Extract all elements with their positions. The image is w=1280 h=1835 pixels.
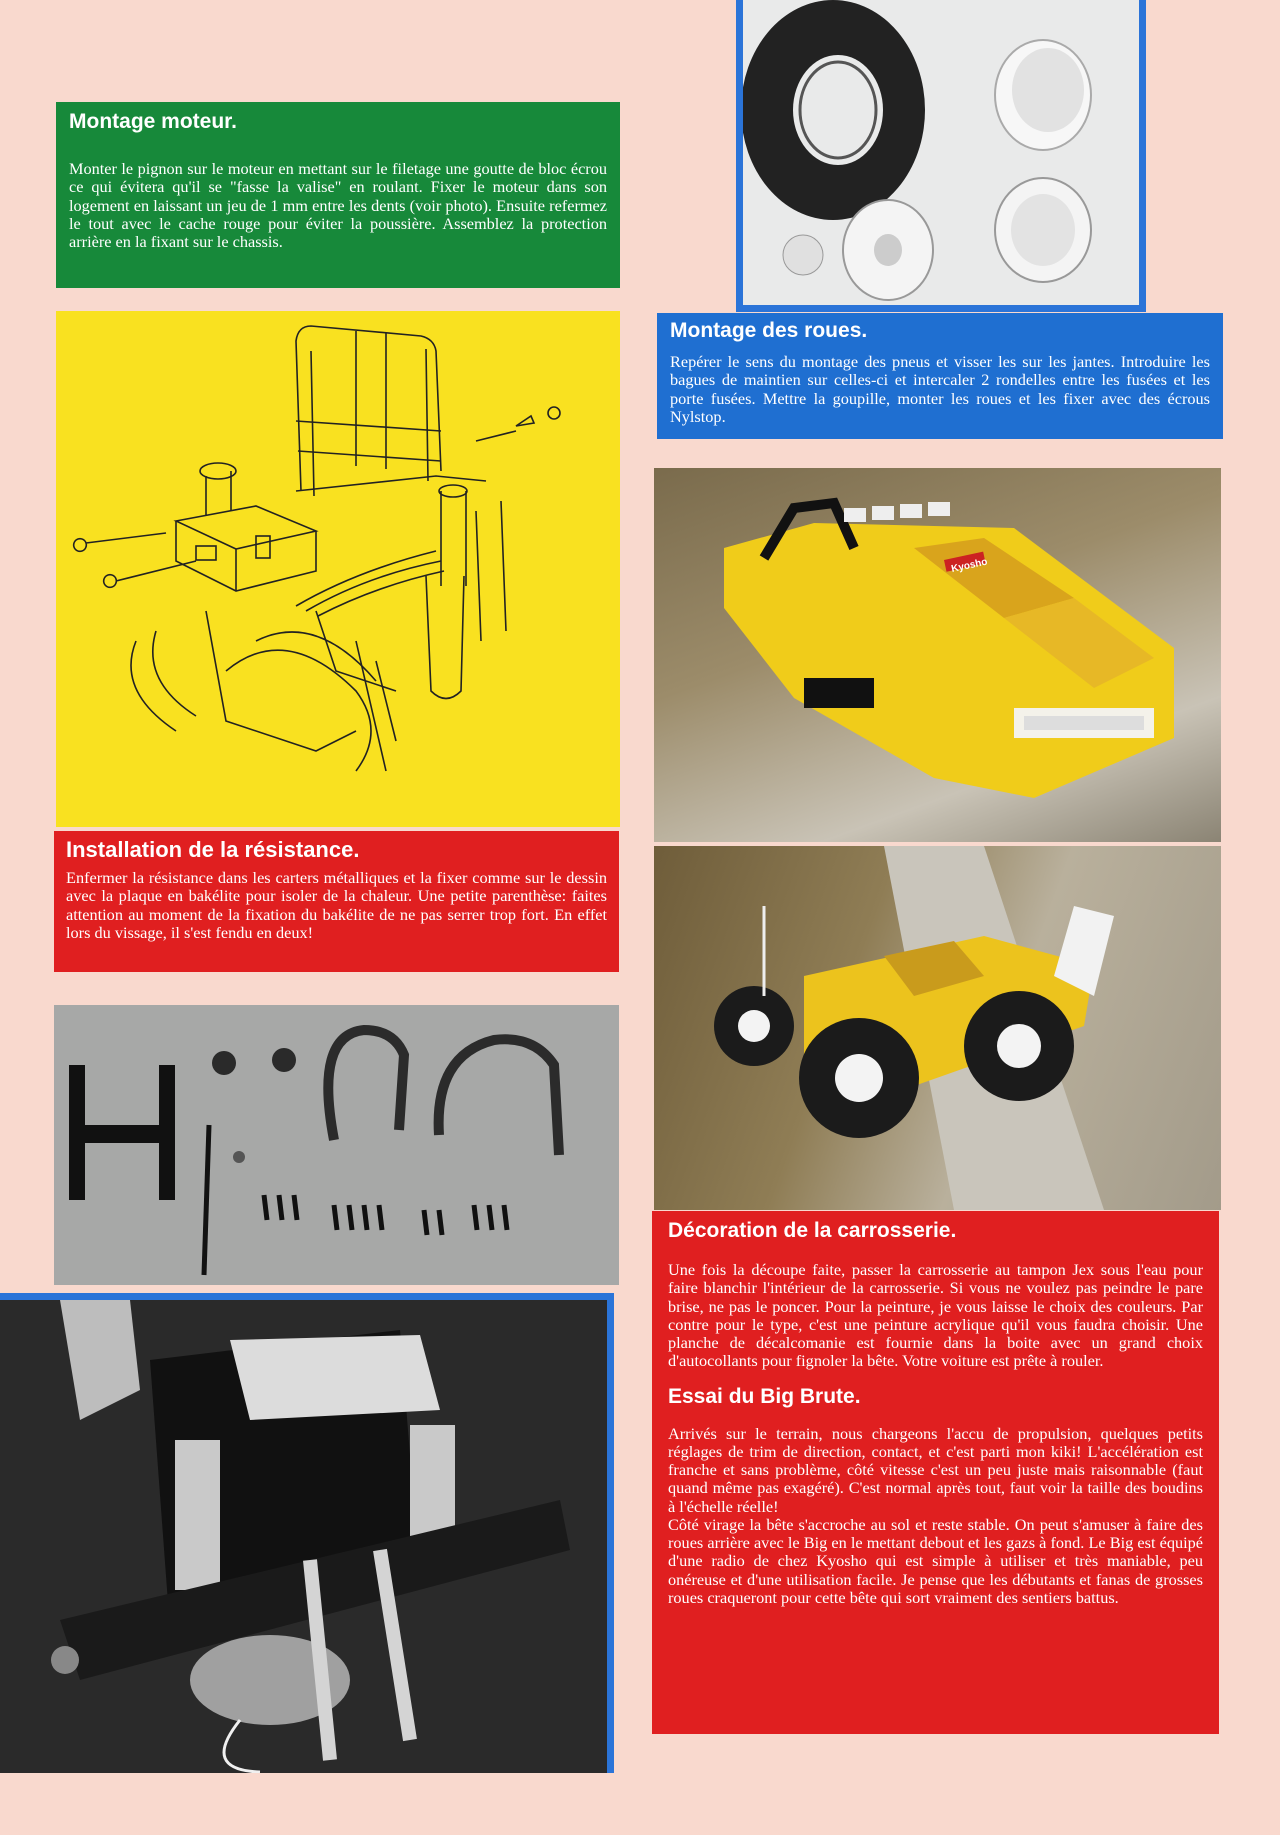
decoration-title: Décoration de la carrosserie. [668, 1219, 957, 1242]
wheels-photo [736, 0, 1146, 312]
decoration-text: Une fois la découpe faite, passer la carrosserie au tampon Jex sous l'eau pour faire blanchir l'intérieur de la carrosserie. Si vous ne voulez pas peindre le pare brise, ne pas le poncer. Pour la peinture, je vous laisse le choix des couleurs. Par contre pour le type, c'est une peinture acrylique qu'il vous faudra choisir. Une planche de décalcomanie est fournie dans la boite avec un grand choix d'autocollants pour fignoler la bête. Votre voiture est prête à rouler. [668, 1260, 1203, 1371]
essai-para-1: Arrivés sur le terrain, nous chargeons l'accu de propulsion, quelques petits réglages de trim de direction, contact, et c'est parti mon kiki! L'accélération est franche et sans problème, côté vitesse c'est un peu juste mais raisonnable (faut quand même pas exagéré). C'est normal après tout, faut voir la taille des boudins à l'échelle réelle! [668, 1423, 1203, 1516]
truck-body-photo [654, 468, 1221, 842]
parts-photo [54, 1005, 619, 1285]
motor-section [56, 102, 620, 288]
essai-title: Essai du Big Brute. [668, 1384, 861, 1408]
resistance-diagram [56, 311, 620, 827]
decoration-section [652, 1211, 1219, 1734]
truck-curb-photo [654, 846, 1221, 1210]
kyosho-decal: Kyosho [950, 556, 989, 575]
wheels-text: Repérer le sens du montage des pneus et visser les sur les jantes. Introduire les bagues de maintien sur celles-ci et intercaler 2 rondelles entre les fusées et les porte fusées. Mettre la goupille, monter les roues et les fixer avec des écrous Nylstop. [670, 352, 1210, 426]
chassis-photo [0, 1293, 614, 1773]
resistance-title: Installation de la résistance. [66, 837, 360, 862]
wheels-title: Montage des roues. [670, 319, 868, 342]
resistance-section [54, 831, 619, 972]
resistance-text: Enfermer la résistance dans les carters métalliques et la fixer comme sur le dessin avec la plaque en bakélite pour isoler de la chaleur. Une petite parenthèse: faites attention au moment de la fixation du bakélite de ne pas serrer trop fort. En effet lors du vissage, il s'est fendu en deux! [66, 868, 607, 942]
motor-text: Monter le pignon sur le moteur en mettant sur le filetage une goutte de bloc écrou ce qui évitera qu'il se "fasse la valise" en roulant. Fixer le moteur dans son logement en laissant un jeu de 1 mm entre les dents (voir photo). Ensuite refermez le tout avec le cache rouge pour éviter la poussière. Assemblez la protection arrière en la fixant sur le chassis. [69, 159, 607, 251]
motor-title: Montage moteur. [69, 110, 238, 133]
essai-para-2: Côté virage la bête s'accroche au sol et reste stable. On peut s'amuser à faire des roues arrière avec le Big en le mettant debout et les gazs à fond. Le Big est équipé d'une radio de chez Kyosho qui est simple à utiliser et très maniable, peu onéreuse et d'une utilisation facile. Je pense que les débutants et fanas de grosses roues craqueront pour cette bête qui sort vraiment des sentiers battus. [668, 1514, 1203, 1607]
wheels-section [657, 313, 1223, 439]
